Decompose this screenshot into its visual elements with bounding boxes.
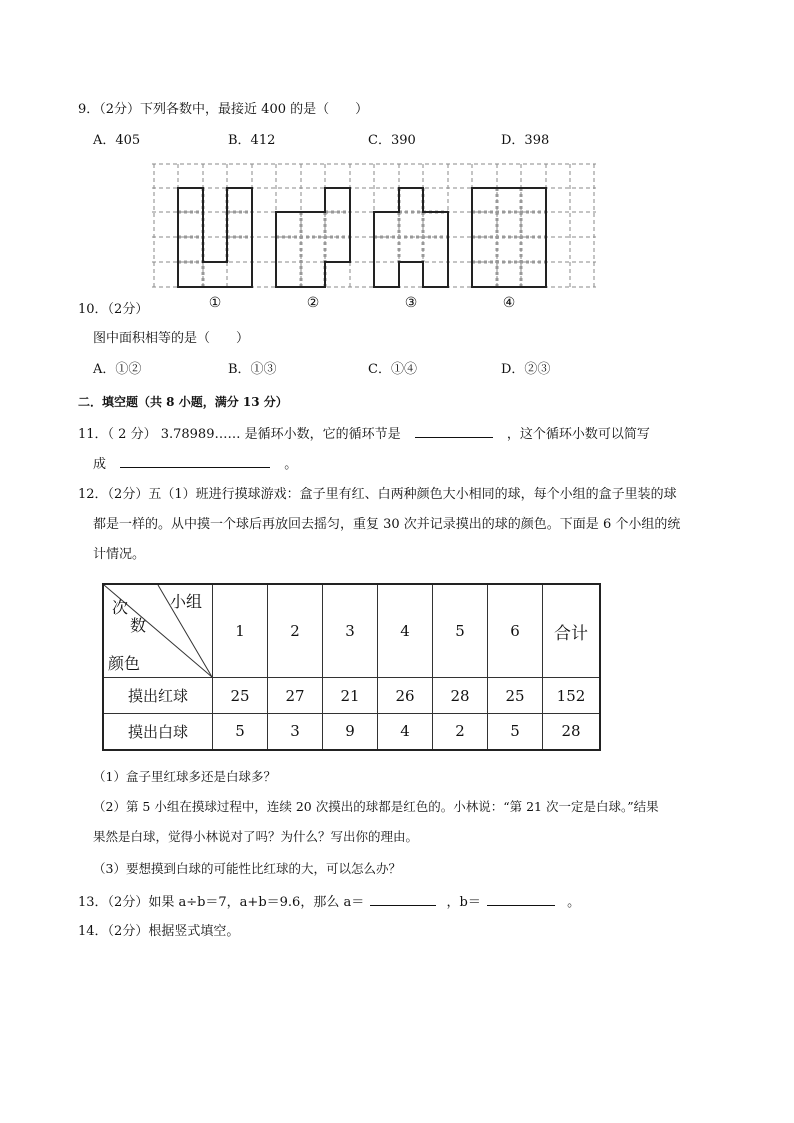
table-corner-cell bbox=[103, 584, 213, 678]
figure-label-1: ① bbox=[208, 295, 222, 311]
q13-blank-b[interactable] bbox=[487, 891, 555, 906]
q13-text3: 。 bbox=[567, 895, 581, 910]
corner-left1: 次 bbox=[112, 598, 129, 617]
q11-line2 bbox=[93, 453, 297, 475]
table-cell: 2 bbox=[433, 714, 488, 750]
col-header: 6 bbox=[488, 584, 543, 678]
q12-line3: 计情况。 bbox=[93, 547, 146, 562]
stat-table bbox=[102, 583, 601, 751]
q9-option-b: B．412 bbox=[228, 133, 276, 148]
corner-bottom: 颜色 bbox=[108, 654, 141, 673]
q12-line2: 都是一样的。从中摸一个球后再放回去摇匀，重复 30 次并记录摸出的球的颜色。下面是 6 个小组的统 bbox=[93, 517, 681, 532]
table-cell: 27 bbox=[268, 678, 323, 714]
q13-blank-a[interactable] bbox=[370, 891, 436, 906]
q11-line1 bbox=[78, 423, 650, 445]
q10-option-a: A．①② bbox=[93, 362, 142, 377]
col-header: 2 bbox=[268, 584, 323, 678]
q10-stem: 图中面积相等的是（ ） bbox=[93, 331, 250, 346]
q12-sub1: （1）盒子里红球多还是白球多？ bbox=[93, 769, 276, 784]
figure-label-2: ② bbox=[306, 295, 320, 311]
section-title: 二．填空题（共 8 小题，满分 13 分） bbox=[78, 395, 288, 409]
table-cell: 26 bbox=[378, 678, 433, 714]
col-header-total: 合计 bbox=[543, 584, 601, 678]
q12-sub2a: （2）第 5 小组在摸球过程中，连续 20 次摸出的球都是红色的。小林说：“第 21 次一定是白球。”结果 bbox=[93, 799, 659, 814]
q10-grid-figure bbox=[152, 160, 596, 320]
q11-text3: 成 bbox=[93, 457, 107, 472]
table-cell: 3 bbox=[268, 714, 323, 750]
corner-top: 小组 bbox=[170, 592, 203, 611]
table-row bbox=[103, 678, 600, 714]
q13-text1: 13．（2分）如果 a÷b＝7，a+b＝9.6，那么 a＝ bbox=[78, 895, 365, 910]
table-cell: 25 bbox=[488, 678, 543, 714]
q11-text2: ，这个循环小数可以简写 bbox=[506, 427, 650, 442]
q11-text1: 11．（ 2 分） 3.78989…… 是循环小数，它的循环节是 bbox=[78, 427, 401, 442]
table-cell: 152 bbox=[543, 678, 601, 714]
q11-blank-cycle[interactable] bbox=[415, 423, 493, 438]
table-cell: 5 bbox=[213, 714, 268, 750]
q9-option-a: A．405 bbox=[93, 133, 141, 148]
q10-prefix: 10．（2分） bbox=[78, 302, 149, 317]
table-cell: 21 bbox=[323, 678, 378, 714]
figure-label-4: ④ bbox=[502, 295, 516, 311]
corner-left2: 数 bbox=[130, 616, 147, 635]
table-cell: 9 bbox=[323, 714, 378, 750]
col-header: 5 bbox=[433, 584, 488, 678]
row-label-red: 摸出红球 bbox=[103, 678, 213, 714]
table-cell: 25 bbox=[213, 678, 268, 714]
table-cell: 28 bbox=[433, 678, 488, 714]
q11-blank-short[interactable] bbox=[120, 453, 270, 468]
col-header: 4 bbox=[378, 584, 433, 678]
q11-text4: 。 bbox=[284, 457, 298, 472]
q13-line bbox=[78, 891, 580, 913]
col-header: 3 bbox=[323, 584, 378, 678]
col-header: 1 bbox=[213, 584, 268, 678]
q9-option-c: C．390 bbox=[368, 133, 416, 148]
row-label-white: 摸出白球 bbox=[103, 714, 213, 750]
table-cell: 5 bbox=[488, 714, 543, 750]
figure-label-3: ③ bbox=[404, 295, 418, 311]
q12-sub3: （3）要想摸到白球的可能性比红球的大，可以怎么办？ bbox=[93, 861, 401, 876]
q10-option-d: D．②③ bbox=[501, 362, 551, 377]
table-cell: 28 bbox=[543, 714, 601, 750]
q9-stem: 9．（2分）下列各数中，最接近 400 的是（ ） bbox=[78, 102, 369, 117]
q10-option-c: C．①④ bbox=[368, 362, 417, 377]
table-row bbox=[103, 714, 600, 750]
q10-option-b: B．①③ bbox=[228, 362, 277, 377]
table-cell: 4 bbox=[378, 714, 433, 750]
q9-option-d: D．398 bbox=[501, 133, 550, 148]
q14-stem: 14．（2分）根据竖式填空。 bbox=[78, 924, 240, 939]
q12-line1: 12．（2分）五（1）班进行摸球游戏：盒子里有红、白两种颜色大小相同的球，每个小组的盒子里装的球 bbox=[78, 487, 677, 502]
q13-text2: ，b＝ bbox=[446, 895, 481, 910]
q12-sub2b: 果然是白球，觉得小林说对了吗？为什么？写出你的理由。 bbox=[93, 829, 419, 844]
